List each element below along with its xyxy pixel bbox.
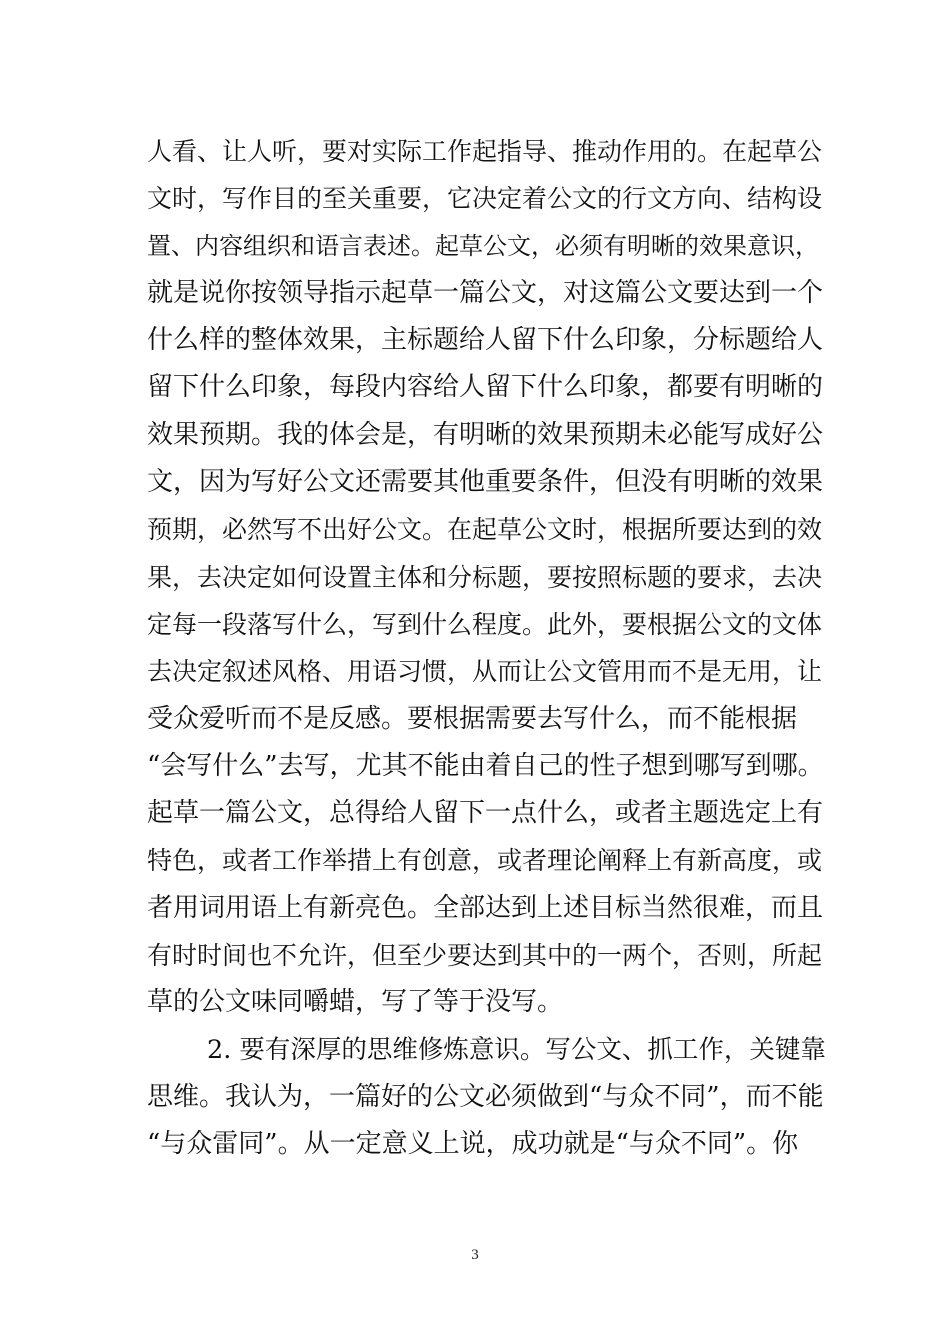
- text-line: 文时，写作目的至关重要，它决定着公文的行文方向、结构设: [147, 184, 823, 214]
- text-line: 人看、让人听，要对实际工作起指导、推动作用的。在起草公: [147, 137, 823, 166]
- section-heading-line: 2. 要有深厚的思维修炼意识。写公文、抓工作，关键靠: [207, 1034, 826, 1065]
- text-line: 思维。我认为，一篇好的公文必须做到“与众不同”，而不能: [147, 1081, 824, 1112]
- text-line: 果，去决定如何设置主体和分标题，要按照标题的要求，去决: [147, 562, 823, 592]
- text-line: 特色，或者工作举措上有创意，或者理论阐释上有新高度，或: [147, 846, 823, 876]
- text-line: 预期，必然写不出好公文。在起草公文时，根据所要达到的效: [147, 515, 823, 545]
- text-line: “会写什么”去写，尤其不能由着自己的性子想到哪写到哪。: [147, 750, 824, 781]
- text-line: 去决定叙述风格、用语习惯，从而让公文管用而不是无用，让: [147, 657, 823, 687]
- text-line: 有时时间也不允许，但至少要达到其中的一两个，否则，所起: [147, 941, 823, 971]
- text-line: 效果预期。我的体会是，有明晰的效果预期未必能写成好公: [147, 419, 824, 450]
- text-line: 受众爱听而不是反感。要根据需要去写什么，而不能根据: [147, 703, 798, 734]
- text-line: 草的公文味同嚼蜡，写了等于没写。: [147, 987, 564, 1018]
- text-line: 什么样的整体效果，主标题给人留下什么印象，分标题给人: [147, 325, 824, 356]
- text-line: 者用词用语上有新亮色。全部达到上述目标当然很难，而且: [147, 892, 824, 923]
- text-line: 留下什么印象，每段内容给人留下什么印象，都要有明晰的: [147, 372, 824, 403]
- text-line: 定每一段落写什么，写到什么程度。此外，要根据公文的文体: [147, 609, 823, 639]
- text-line: 起草一篇公文，总得给人留下一点什么，或者主题选定上有: [147, 798, 824, 829]
- page-number: 3: [471, 1247, 479, 1263]
- text-line: 就是说你按领导指示起草一篇公文，对这篇公文要达到一个: [147, 277, 824, 308]
- text-line: 置、内容组织和语言表述。起草公文，必须有明晰的效果意识，: [147, 231, 819, 260]
- text-line: “与众雷同”。从一定意义上说，成功就是“与众不同”。你: [147, 1129, 799, 1160]
- body-text: [147, 128, 827, 1169]
- text-line: 文，因为写好公文还需要其他重要条件，但没有明晰的效果: [147, 467, 824, 498]
